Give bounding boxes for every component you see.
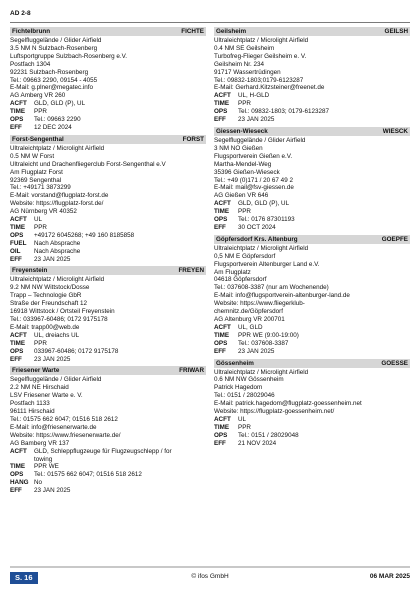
airfield-info-line: Tel.: 037608-3387 (nur am Wochenende)	[214, 284, 329, 292]
airfield-field-row	[10, 356, 206, 364]
field-key: ACFT	[10, 331, 27, 339]
airfield-info-line: Ultraleichtplatz / Microlight Airfield	[214, 37, 309, 44]
field-value: PPR	[34, 108, 47, 116]
airfield-info-line: E-Mail: info@friesenerwarte.de	[10, 423, 97, 431]
field-key: ACFT	[10, 100, 27, 108]
field-key: TIME	[214, 208, 230, 216]
airfield-info-line: Ultraleicht und Drachenfliegerclub Forst-Sengenthal e.V	[10, 160, 166, 168]
airfield-header	[214, 359, 410, 368]
field-value: Nach Absprache	[34, 247, 81, 255]
airfield-info-line: AG Gießen VR 646	[214, 192, 269, 200]
airfield-field-row	[214, 200, 410, 208]
field-value: PPR	[238, 208, 251, 216]
airfield-header	[10, 266, 206, 275]
airfield-field-row	[10, 471, 206, 479]
airfield-field-row	[214, 424, 410, 432]
field-value: 033967-60486; 0172 9175178	[34, 347, 119, 355]
airfield-info-line: Segelfluggelände / Glider Airfield	[214, 136, 306, 144]
airfield-info-line: Am Flugplatz	[214, 268, 251, 276]
airfield-info-line: Postfach 1133	[10, 400, 50, 408]
airfield-info-line: 92231 Sulzbach-Rosenberg	[10, 68, 89, 76]
airfield-info-line: E-Mail: g.plner@megatec.info	[10, 84, 94, 92]
field-key: OPS	[10, 471, 24, 479]
field-value: UL, GLD	[238, 323, 263, 331]
airfield-info-line: Tel.: 09832-1803;0179-6123287	[214, 76, 304, 84]
airfield-info-line: Trapp – Technologie GbR	[10, 292, 82, 300]
field-key: ACFT	[214, 92, 231, 100]
airfield-code: WIESCK	[382, 127, 408, 135]
airfield-field-row	[214, 440, 410, 448]
airfield-code: GEILSH	[384, 28, 408, 35]
field-value: PPR	[238, 423, 251, 431]
field-value: 23 JAN 2025	[34, 255, 71, 263]
airfield-field-row	[214, 432, 410, 440]
field-value: UL	[34, 216, 43, 224]
airfield-info-line: 04618 Göpfersdorf	[214, 276, 267, 284]
airfield-header	[214, 27, 410, 36]
field-value: towing	[34, 455, 53, 463]
field-key: OPS	[214, 108, 228, 116]
airfield-info-line: 16918 Wittstock / Ortsteil Freyenstein	[10, 308, 115, 316]
airfield-header	[10, 27, 206, 36]
airfield-entry	[10, 135, 206, 264]
airfield-info-line: Ultraleichtplatz / Microlight Airfield	[214, 244, 309, 252]
airfield-header	[10, 135, 206, 144]
airfield-entry	[214, 235, 410, 356]
airfield-field-row	[10, 216, 206, 224]
airfield-info-line: Tel.: +49 (0)171 / 20 67 49 2	[214, 176, 293, 184]
field-key: TIME	[10, 463, 26, 471]
field-key: EFF	[214, 116, 226, 124]
airfield-info-line: LSV Friesener Warte e. V.	[10, 392, 83, 400]
field-key: TIME	[10, 223, 26, 231]
airfield-info-line: Ultraleichtplatz / Microlight Airfield	[10, 144, 105, 152]
field-key: OPS	[214, 216, 228, 224]
airfield-field-row	[10, 108, 206, 116]
field-key: HANG	[10, 479, 29, 487]
airfield-info-line: Tel.: 033967-60486; 0172 9175178	[10, 316, 108, 323]
field-value: GLD, GLD (P), UL	[34, 100, 86, 108]
field-key: TIME	[214, 423, 230, 431]
field-value: 30 OCT 2024	[238, 223, 276, 231]
field-key: OPS	[10, 231, 24, 239]
field-value: No	[34, 479, 43, 487]
airfield-field-row	[10, 248, 206, 256]
field-key: OPS	[214, 431, 228, 439]
field-key: FUEL	[10, 239, 27, 247]
airfield-info-line: Geilsheim Nr. 234	[214, 60, 265, 68]
airfield-name: Giessen-Wieseck	[216, 127, 268, 135]
airfield-info-line: 92369 Sengenthal	[10, 176, 62, 184]
airfield-info-line: 35396 Gießen-Wieseck	[214, 168, 280, 176]
airfield-info-line: Website: https://flugplatz-forst.de/	[10, 200, 104, 208]
field-value: 23 JAN 2025	[238, 116, 275, 124]
field-key	[10, 456, 34, 464]
airfield-field-row	[10, 479, 206, 487]
airfield-info-line: AG Altenburg VR 200701	[214, 316, 285, 323]
airfield-field-row	[10, 224, 206, 232]
airfield-info-line: Turbofreg-Flieger Geilsheim e. V.	[214, 52, 307, 60]
airfield-info-line: Ultraleichtplatz / Microlight Airfield	[10, 276, 105, 284]
airfield-name: Friesener Warte	[12, 367, 60, 375]
airfield-field-row	[214, 100, 410, 108]
airfield-code: FRIWAR	[179, 367, 204, 375]
airfield-header	[10, 366, 206, 375]
field-value: PPR	[34, 339, 47, 347]
airfield-info-line: Am Flugplatz Forst	[10, 168, 63, 176]
airfield-field-row	[10, 124, 206, 132]
field-value: 23 JAN 2025	[34, 487, 71, 495]
airfield-info-line: 2.2 NM NE Hirschaid	[10, 384, 69, 392]
airfield-info-line: Segelfluggelände / Glider Airfield	[10, 37, 102, 44]
airfield-field-row	[214, 348, 410, 356]
airfield-info-line: Website: https://www.fliegerklub-	[214, 300, 305, 308]
airfield-field-row	[10, 456, 206, 464]
airfield-field-row	[10, 240, 206, 248]
airfield-entry	[214, 359, 410, 448]
publication-date: 06 MAR 2025	[369, 573, 410, 580]
airfield-field-row	[214, 324, 410, 332]
airfield-code: FREYEN	[178, 267, 204, 275]
airfield-info-line: Luftsportgruppe Sulzbach-Rosenberg e.V.	[10, 52, 128, 60]
field-key: OPS	[10, 116, 24, 124]
footer-rule	[10, 566, 410, 568]
page-number-badge: S. 16	[10, 572, 38, 584]
airfield-info-line: E-Mail: patrick.hagedom@flugplatz-goessenheim.net	[214, 400, 362, 408]
airfield-field-row	[10, 348, 206, 356]
field-key: EFF	[214, 223, 226, 231]
airfield-field-row	[214, 216, 410, 224]
field-value: Tel.: 09832-1803; 0179-6123287	[238, 108, 330, 116]
field-value: +49172 6045268; +49 160 8185858	[34, 231, 135, 239]
airfield-info-line: Postfach 1304	[10, 60, 51, 68]
field-key: TIME	[10, 339, 26, 347]
field-value: UL	[238, 415, 247, 423]
field-value: 21 NOV 2024	[238, 439, 277, 447]
field-key: TIME	[214, 100, 230, 108]
field-value: Tel.: 09663 2290	[34, 116, 81, 124]
airfield-info-line: 9.2 NM NW Wittstock/Dosse	[10, 284, 90, 292]
airfield-info-line: Tel.: 01575 662 6047; 01516 518 2612	[10, 415, 118, 423]
airfield-entry	[10, 266, 206, 363]
airfield-info-line: Tel.: 09663 2290, 09154 - 4055	[10, 76, 98, 84]
airfield-header	[214, 127, 410, 136]
airfield-info-line: 91717 Wassertrüdingen	[214, 68, 281, 76]
airfield-info-line: 0.5 NM W Forst	[10, 152, 55, 160]
field-value: PPR WE	[34, 463, 59, 471]
field-key: ACFT	[10, 216, 27, 224]
airfield-info-line: 3.5 NM N Sulzbach-Rosenberg	[10, 44, 98, 52]
airfield-entry	[10, 27, 206, 132]
airfield-info-line: Flugsportverein Altenburger Land e.V.	[214, 260, 320, 268]
airfield-info-line: AG Nürnberg VR 40352	[10, 208, 77, 216]
right-column	[214, 27, 410, 451]
field-value: Tel.: 037608-3387	[238, 339, 289, 347]
airfield-header	[214, 235, 410, 244]
field-value: Nach Absprache	[34, 239, 81, 247]
airfield-info-line: 3 NM NO Gießen	[214, 144, 263, 152]
airfield-field-row	[10, 487, 206, 495]
field-key: ACFT	[10, 447, 27, 455]
airfield-info-line: Segelfluggelände / Glider Airfield	[10, 376, 102, 384]
airfield-field-row	[214, 416, 410, 424]
field-key: TIME	[214, 331, 230, 339]
airfield-field-row	[10, 463, 206, 471]
airfield-info-line: 0.6 NM NW Gössenheim	[214, 376, 284, 384]
airfield-code: GOEPFE	[381, 235, 408, 243]
field-key: TIME	[10, 108, 26, 116]
airfield-name: Forst-Sengenthal	[12, 135, 64, 143]
field-key: EFF	[214, 439, 226, 447]
airfield-field-row	[10, 332, 206, 340]
field-value: UL, dreiachs UL	[34, 331, 80, 339]
airfield-field-row	[10, 116, 206, 124]
airfield-name: Göpfersdorf Krs. Altenburg	[216, 235, 298, 243]
airfield-info-line: E-Mail: trapp00@web.de	[10, 323, 80, 331]
airfield-entry	[214, 27, 410, 124]
airfield-entry	[214, 127, 410, 232]
airfield-field-row	[214, 224, 410, 232]
airfield-info-line: Ultraleichtplatz / Microlight Airfield	[214, 368, 309, 376]
field-key: EFF	[10, 355, 22, 363]
airfield-field-row	[214, 208, 410, 216]
airfield-name: Geilsheim	[216, 28, 247, 35]
field-value: PPR WE (9:00-19:00)	[238, 331, 299, 339]
field-key: ACFT	[214, 200, 231, 208]
airfield-info-line: Tel.: +49171 3873299	[10, 184, 71, 192]
field-key: OPS	[10, 347, 24, 355]
field-value: 23 JAN 2025	[238, 347, 275, 355]
airfield-code: FICHTE	[181, 28, 204, 35]
airfield-field-row	[214, 92, 410, 100]
field-key: EFF	[10, 123, 22, 131]
field-value: GLD, Schleppflugzeuge für Flugzeugschlepp / for	[34, 447, 172, 455]
airfield-info-line: 0,5 NM E Göpfersdorf	[214, 252, 276, 260]
airfield-info-line: Straße der Freundschaft 12	[10, 300, 88, 308]
field-value: GLD, GLD (P), UL	[238, 200, 290, 208]
airfield-info-line: chemnitz.de/Göpfersdorf	[214, 308, 283, 316]
field-value: Tel.: 0176 87301193	[238, 216, 295, 224]
field-key: OIL	[10, 247, 21, 255]
airfield-name: Freyenstein	[12, 267, 48, 275]
field-key: EFF	[214, 347, 226, 355]
airfield-info-line: 0.4 NM SE Geilsheim	[214, 44, 275, 52]
airfield-field-row	[214, 108, 410, 116]
airfield-field-row	[214, 116, 410, 124]
airfield-field-row	[214, 332, 410, 340]
field-value: 12 DEC 2024	[34, 123, 72, 131]
field-key: OPS	[214, 339, 228, 347]
airfield-name: Fichtelbrunn	[12, 28, 51, 35]
airfield-info-line: Tel.: 0151 / 28029046	[214, 392, 275, 400]
field-key: EFF	[10, 487, 22, 495]
airfield-info-line: E-Mail: mail@fsv-giessen.de	[214, 184, 294, 192]
airfield-field-row	[10, 340, 206, 348]
airfield-field-row	[214, 340, 410, 348]
field-value: Tel.: 0151 / 28029048	[238, 431, 299, 439]
copyright-text: © ifos GmbH	[191, 573, 229, 580]
airfield-code: FORST	[182, 135, 204, 143]
airfield-info-line: E-Mail: info@flugsportverein-altenburger-land.de	[214, 292, 350, 300]
field-value: 23 JAN 2025	[34, 355, 71, 363]
field-value: PPR	[34, 223, 47, 231]
airfield-info-line: AG Amberg VR 260	[10, 92, 66, 100]
page-footer	[10, 572, 410, 584]
airfield-info-line: 96111 Hirschaid	[10, 408, 55, 416]
airfield-field-row	[10, 232, 206, 240]
header-rule	[10, 22, 410, 23]
left-column	[10, 27, 206, 498]
airfield-name: Gössenheim	[216, 359, 254, 367]
airfield-field-row	[10, 100, 206, 108]
airfield-info-line: E-Mail: Gerhard.Kitzsteiner@freenet.de	[214, 84, 325, 92]
airfield-info-line: Martha-Mendel-Weg	[214, 160, 272, 168]
section-header: AD 2-8	[10, 10, 31, 17]
airfield-info-line: Patrick Hagedom	[214, 384, 263, 392]
field-value: PPR	[238, 100, 251, 108]
field-value: UL, H-GLD	[238, 92, 270, 100]
airfield-field-row	[10, 256, 206, 264]
airfield-info-line: AG Bamberg VR 137	[10, 439, 70, 447]
field-key: ACFT	[214, 323, 231, 331]
airfield-info-line: Flugsportverein Gießen e.V.	[214, 152, 293, 160]
field-value: Tel.: 01575 662 6047; 01516 518 2612	[34, 471, 142, 479]
airfield-info-line: Website: https://www.friesenerwarte.de/	[10, 431, 121, 439]
airfield-entry	[10, 366, 206, 495]
airfield-field-row	[10, 448, 206, 456]
field-key: ACFT	[214, 415, 231, 423]
airfield-info-line: Website: https://flugplatz-goessenheim.net/	[214, 408, 335, 416]
field-key: EFF	[10, 255, 22, 263]
airfield-info-line: E-Mail: vorstand@flugplatz-forst.de	[10, 192, 109, 200]
airfield-code: GOESSE	[381, 359, 408, 367]
